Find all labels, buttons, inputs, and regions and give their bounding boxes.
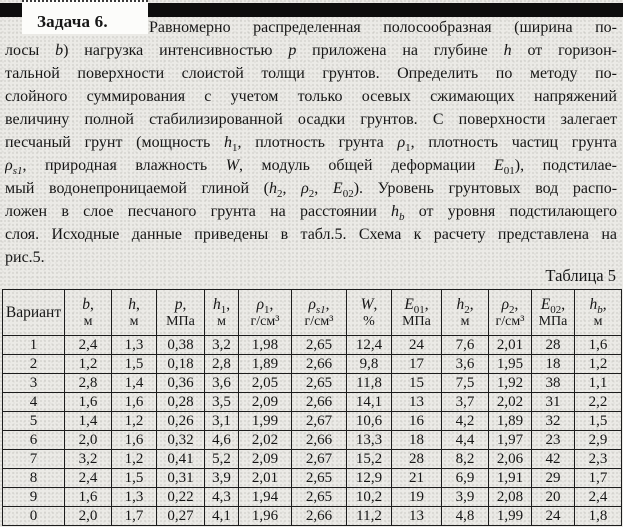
table-cell: 2,0: [65, 431, 112, 450]
table-cell: 2,06: [489, 450, 532, 469]
column-header-symbol: [239, 296, 291, 317]
column-header-unit: МПа: [166, 314, 195, 329]
table-cell: 2,08: [489, 488, 532, 507]
table-cell: 3,1: [205, 412, 239, 431]
variable-symbol: h: [589, 296, 598, 313]
text-line: [5, 39, 617, 62]
text-segment: 1: [405, 142, 411, 154]
table-cell: 2,01: [489, 336, 532, 355]
text-line: [5, 246, 617, 269]
text-segment: величину полной стабилизированной осадки грунтов. С поверхности залегает: [5, 111, 617, 128]
table-cell: 2,66: [292, 507, 347, 526]
table-cell: 2,02: [239, 431, 292, 450]
table-cell: 2,65: [292, 469, 347, 488]
column-header: [157, 290, 205, 336]
column-header-unit: МПа: [402, 314, 431, 329]
table-cell: 2,8: [205, 355, 239, 374]
table-cell: 1,5: [112, 355, 157, 374]
text-line: [5, 154, 617, 177]
table-cell: 3,6: [205, 374, 239, 393]
table-cell: 3,6: [442, 355, 489, 374]
text-segment: рис.5.: [5, 249, 45, 266]
table-cell: 12,4: [347, 336, 392, 355]
table-cell: 5,2: [205, 450, 239, 469]
text-segment: от горизон-: [511, 42, 617, 59]
table-cell: 6,9: [442, 469, 489, 488]
table-cell: 42: [532, 450, 575, 469]
text-segment: ,: [602, 296, 607, 313]
table-cell: 1,6: [65, 393, 112, 412]
variable-symbol: E: [404, 296, 414, 313]
column-header-unit: МПа: [538, 314, 568, 329]
table-cell: 0,22: [157, 488, 205, 507]
column-header-symbol: [489, 296, 531, 317]
variable-symbol: h: [503, 42, 512, 59]
text-line: [149, 16, 617, 39]
text-segment: 1: [232, 142, 238, 154]
variable-symbol: W: [225, 157, 240, 174]
table-cell: 20: [532, 488, 575, 507]
table-cell: 12,9: [347, 469, 392, 488]
table-row: [3, 507, 622, 526]
table-cell: 0: [3, 507, 65, 526]
table-cell: 0,36: [157, 374, 205, 393]
table-row: [3, 355, 622, 374]
variable-symbol: h: [224, 134, 232, 151]
table-cell: 31: [532, 393, 575, 412]
text-segment: ,: [373, 296, 378, 313]
table-cell: 1,97: [489, 431, 532, 450]
table-cell: 2,01: [239, 469, 292, 488]
variable-symbol: h: [268, 180, 277, 197]
table-cell: 9: [3, 488, 65, 507]
text-line: [5, 108, 617, 131]
column-header: [292, 290, 347, 336]
variable-symbol: h: [128, 296, 136, 313]
table-cell: 2,65: [292, 336, 347, 355]
table-cell: 1,2: [65, 355, 112, 374]
table-cell: 11,2: [347, 507, 392, 526]
text-segment: ,: [282, 180, 302, 197]
text-line: [5, 62, 617, 85]
table-cell: 1,3: [112, 488, 157, 507]
text-segment: 2: [276, 188, 283, 200]
table-cell: 8: [3, 469, 65, 488]
table-cell: 2,65: [292, 374, 347, 393]
column-header-symbol: [532, 296, 574, 317]
text-segment: ,: [314, 180, 333, 197]
table-cell: 3,9: [442, 488, 489, 507]
table-cell: 2,2: [575, 393, 622, 412]
text-segment: 01: [503, 165, 515, 177]
column-header-symbol: [347, 296, 391, 314]
table-cell: 4: [3, 393, 65, 412]
table-cell: 7: [3, 450, 65, 469]
table-cell: 9,8: [347, 355, 392, 374]
variable-symbol: E: [493, 157, 504, 174]
table-cell: 1,6: [112, 393, 157, 412]
variable-symbol: b: [55, 42, 64, 59]
table-cell: 1,7: [575, 469, 622, 488]
table-row: [3, 431, 622, 450]
text-segment: 2: [509, 304, 515, 317]
table-cell: 1,98: [239, 336, 292, 355]
table-cell: 38: [532, 374, 575, 393]
table-cell: 3,2: [205, 336, 239, 355]
variable-symbol: b: [82, 296, 90, 313]
table-row: [3, 469, 622, 488]
table-cell: 0,18: [157, 355, 205, 374]
column-header-unit: м: [460, 314, 470, 329]
table-cell: 1: [3, 336, 65, 355]
variable-symbol: b: [399, 211, 405, 223]
text-segment: ,: [469, 296, 474, 313]
variable-symbol: h: [391, 203, 400, 220]
text-line: [5, 223, 617, 246]
text-line: [5, 131, 617, 154]
table-cell: 1,89: [489, 412, 532, 431]
column-header-unit: м: [593, 314, 603, 329]
variable-symbol: ρ: [397, 134, 406, 151]
column-header-symbol: [3, 304, 64, 322]
table-cell: 5: [3, 412, 65, 431]
column-header: [532, 290, 575, 336]
table-cell: 8,2: [442, 450, 489, 469]
text-segment: , плотность грунта: [237, 134, 398, 151]
column-header: [575, 290, 622, 336]
table-cell: 0,41: [157, 450, 205, 469]
table-cell: 1,3: [112, 336, 157, 355]
variants-data-table: [2, 289, 622, 526]
table-cell: 1,2: [112, 450, 157, 469]
table-cell: 2,02: [489, 393, 532, 412]
text-segment: ,: [561, 296, 566, 313]
column-header-symbol: [112, 296, 156, 314]
text-segment: , плотность частиц грунта: [410, 134, 617, 151]
column-header-unit: м: [83, 314, 93, 329]
table-cell: 10,2: [347, 488, 392, 507]
table-cell: 0,26: [157, 412, 205, 431]
column-header-symbol: [575, 296, 621, 317]
table-cell: 4,6: [205, 431, 239, 450]
header-row: [3, 290, 622, 336]
variable-symbol: ρ: [308, 296, 316, 313]
table-cell: 2,65: [292, 488, 347, 507]
text-segment: 02: [550, 304, 562, 317]
text-segment: ). Уровень грунтовых вод распо-: [353, 180, 617, 197]
table-cell: 1,4: [112, 374, 157, 393]
table-cell: 24: [392, 336, 442, 355]
table-cell: 18: [392, 431, 442, 450]
table-caption: Таблица 5: [545, 266, 616, 285]
table-cell: 3: [3, 374, 65, 393]
text-segment: лосы: [5, 42, 56, 59]
text-segment: 1: [264, 304, 270, 317]
variable-symbol: p: [288, 42, 297, 59]
table-cell: 2,66: [292, 355, 347, 374]
table-cell: 1,6: [65, 488, 112, 507]
variable-symbol: ρ: [501, 296, 510, 313]
variable-symbol: E: [540, 296, 551, 313]
column-header-unit: г/см³: [304, 314, 334, 329]
table-row: [3, 374, 622, 393]
table-cell: 1,95: [489, 355, 532, 374]
task-label-box: [22, 0, 148, 34]
table-cell: 11,8: [347, 374, 392, 393]
table-cell: 2,67: [292, 412, 347, 431]
text-segment: ,: [514, 296, 519, 313]
table-cell: 7,6: [442, 336, 489, 355]
table-cell: 2,67: [292, 450, 347, 469]
table-cell: 2,0: [65, 507, 112, 526]
table-cell: 0,27: [157, 507, 205, 526]
text-segment: ,: [424, 296, 429, 313]
column-header: [442, 290, 489, 336]
table-cell: 2,09: [239, 393, 292, 412]
table-cell: 32: [532, 412, 575, 431]
table-row: [3, 488, 622, 507]
text-segment: ,: [89, 296, 94, 313]
text-segment: , модуль общей деформации: [239, 157, 494, 174]
text-segment: тальной поверхности слоистой толщи грунтов. Определить по методу по-: [5, 65, 617, 82]
column-header-symbol: [292, 296, 346, 317]
text-segment: слоя. Исходные данные приведены в табл.5. Схема к расчету представлена на: [5, 226, 617, 243]
column-header-unit: %: [363, 314, 375, 329]
table-cell: 0,28: [157, 393, 205, 412]
table-row: [3, 450, 622, 469]
column-header-symbol: [442, 296, 488, 317]
column-header-unit: м: [217, 314, 226, 329]
table-cell: 1,5: [112, 469, 157, 488]
table-cell: 29: [532, 469, 575, 488]
table-cell: 1,2: [112, 412, 157, 431]
text-segment: приложена на глубине: [296, 42, 504, 59]
table-cell: 0,38: [157, 336, 205, 355]
table-row: [3, 336, 622, 355]
table-cell: 2,09: [239, 450, 292, 469]
variable-symbol: s1: [12, 165, 23, 177]
variable-symbol: E: [332, 180, 343, 197]
table-cell: 1,5: [575, 412, 622, 431]
table-cell: 1,6: [112, 431, 157, 450]
column-header-unit: г/см³: [495, 314, 525, 329]
column-header: [205, 290, 239, 336]
text-segment: , природная влажность: [22, 157, 226, 174]
text-segment: ), подстилае-: [514, 157, 617, 174]
table-cell: 0,31: [157, 469, 205, 488]
text-segment: ,: [182, 296, 187, 313]
text-segment: ложен в слое песчаного грунта на расстоянии: [5, 203, 392, 220]
table-row: [3, 393, 622, 412]
column-header: [3, 290, 65, 336]
column-header-unit: м: [129, 314, 139, 329]
table-cell: 28: [392, 450, 442, 469]
table-cell: 2,4: [575, 488, 622, 507]
table-cell: 4,4: [442, 431, 489, 450]
table-cell: 13: [392, 393, 442, 412]
table-cell: 1,92: [489, 374, 532, 393]
variable-symbol: s1: [315, 304, 326, 317]
table-cell: 1,99: [489, 507, 532, 526]
column-header: [392, 290, 442, 336]
table-cell: 2,8: [65, 374, 112, 393]
text-segment: ) нагрузка интенсивностью: [63, 42, 289, 59]
table-row: [3, 412, 622, 431]
table-body: [3, 336, 622, 526]
text-line: [5, 85, 617, 108]
table-cell: 0,32: [157, 431, 205, 450]
table-cell: 2,3: [575, 450, 622, 469]
text-segment: мый водонепроницаемой глиной (: [5, 180, 269, 197]
text-segment: ,: [269, 296, 274, 313]
table-cell: 1,6: [575, 336, 622, 355]
table-cell: 1,99: [239, 412, 292, 431]
table-cell: 15,2: [347, 450, 392, 469]
column-header-symbol: [205, 296, 238, 317]
table-cell: 3,9: [205, 469, 239, 488]
text-segment: от уровня подстилающего: [404, 203, 617, 220]
table-cell: 2,9: [575, 431, 622, 450]
table-cell: 4,1: [205, 507, 239, 526]
text-line: [5, 177, 617, 200]
table-cell: 14,1: [347, 393, 392, 412]
column-header: [112, 290, 157, 336]
variable-symbol: b: [597, 304, 603, 317]
column-header-symbol: [392, 296, 441, 317]
text-segment: 01: [413, 304, 425, 317]
table-header: [3, 290, 622, 336]
table-cell: 21: [392, 469, 442, 488]
table-cell: 4,8: [442, 507, 489, 526]
table-cell: 2,66: [292, 393, 347, 412]
table-cell: 23: [532, 431, 575, 450]
column-header-symbol: [157, 296, 204, 314]
table-cell: 6: [3, 431, 65, 450]
table-cell: 4,3: [205, 488, 239, 507]
table-cell: 15: [392, 374, 442, 393]
text-segment: Вариант: [5, 303, 62, 321]
text-segment: 1: [220, 304, 227, 317]
table-cell: 1,91: [489, 469, 532, 488]
variable-symbol: p: [174, 296, 183, 313]
variable-symbol: ρ: [256, 296, 265, 313]
variable-symbol: h: [212, 296, 221, 313]
table-cell: 1,2: [575, 355, 622, 374]
table-cell: 4,2: [442, 412, 489, 431]
text-segment: 2: [464, 304, 470, 317]
text-segment: ,: [325, 296, 330, 313]
text-segment: Равномерно распределенная полосообразная (ширина по-: [149, 19, 617, 36]
table-cell: 1,8: [575, 507, 622, 526]
table-cell: 13,3: [347, 431, 392, 450]
table-cell: 2,66: [292, 431, 347, 450]
table-cell: 13: [392, 507, 442, 526]
column-header-unit: г/см³: [250, 314, 280, 329]
column-header: [347, 290, 392, 336]
table-cell: 1,96: [239, 507, 292, 526]
text-segment: песчаный грунт (мощность: [5, 134, 224, 151]
text-segment: ,: [135, 296, 140, 313]
column-header-symbol: [65, 296, 111, 314]
task-title: Задача 6.: [37, 12, 108, 31]
table-cell: 16: [392, 412, 442, 431]
text-segment: 02: [342, 188, 354, 200]
text-line: [5, 200, 617, 223]
table-cell: 10,6: [347, 412, 392, 431]
table-cell: 28: [532, 336, 575, 355]
table-cell: 2,4: [65, 469, 112, 488]
table-cell: 17: [392, 355, 442, 374]
table-cell: 3,5: [205, 393, 239, 412]
table-cell: 7,5: [442, 374, 489, 393]
table-cell: 1,94: [239, 488, 292, 507]
column-header: [239, 290, 292, 336]
table-cell: 1,1: [575, 374, 622, 393]
table-cell: 3,7: [442, 393, 489, 412]
table-cell: 1,7: [112, 507, 157, 526]
table-cell: 1,89: [239, 355, 292, 374]
text-segment: слойного суммирования с учетом только осевых сжимающих напряжений: [5, 88, 617, 105]
table-cell: 2,05: [239, 374, 292, 393]
variable-symbol: ρ: [301, 180, 309, 197]
problem-statement: [5, 16, 617, 269]
text-segment: ,: [226, 296, 231, 313]
table-cell: 2: [3, 355, 65, 374]
table-cell: 2,4: [65, 336, 112, 355]
table-cell: 18: [532, 355, 575, 374]
table-cell: 19: [392, 488, 442, 507]
table-cell: 24: [532, 507, 575, 526]
variable-symbol: ρ: [5, 157, 13, 174]
column-header: [65, 290, 112, 336]
table-cell: 3,2: [65, 450, 112, 469]
text-segment: 2: [308, 188, 315, 200]
table-cell: 1,4: [65, 412, 112, 431]
variable-symbol: h: [456, 296, 465, 313]
variable-symbol: W: [360, 296, 374, 313]
column-header: [489, 290, 532, 336]
